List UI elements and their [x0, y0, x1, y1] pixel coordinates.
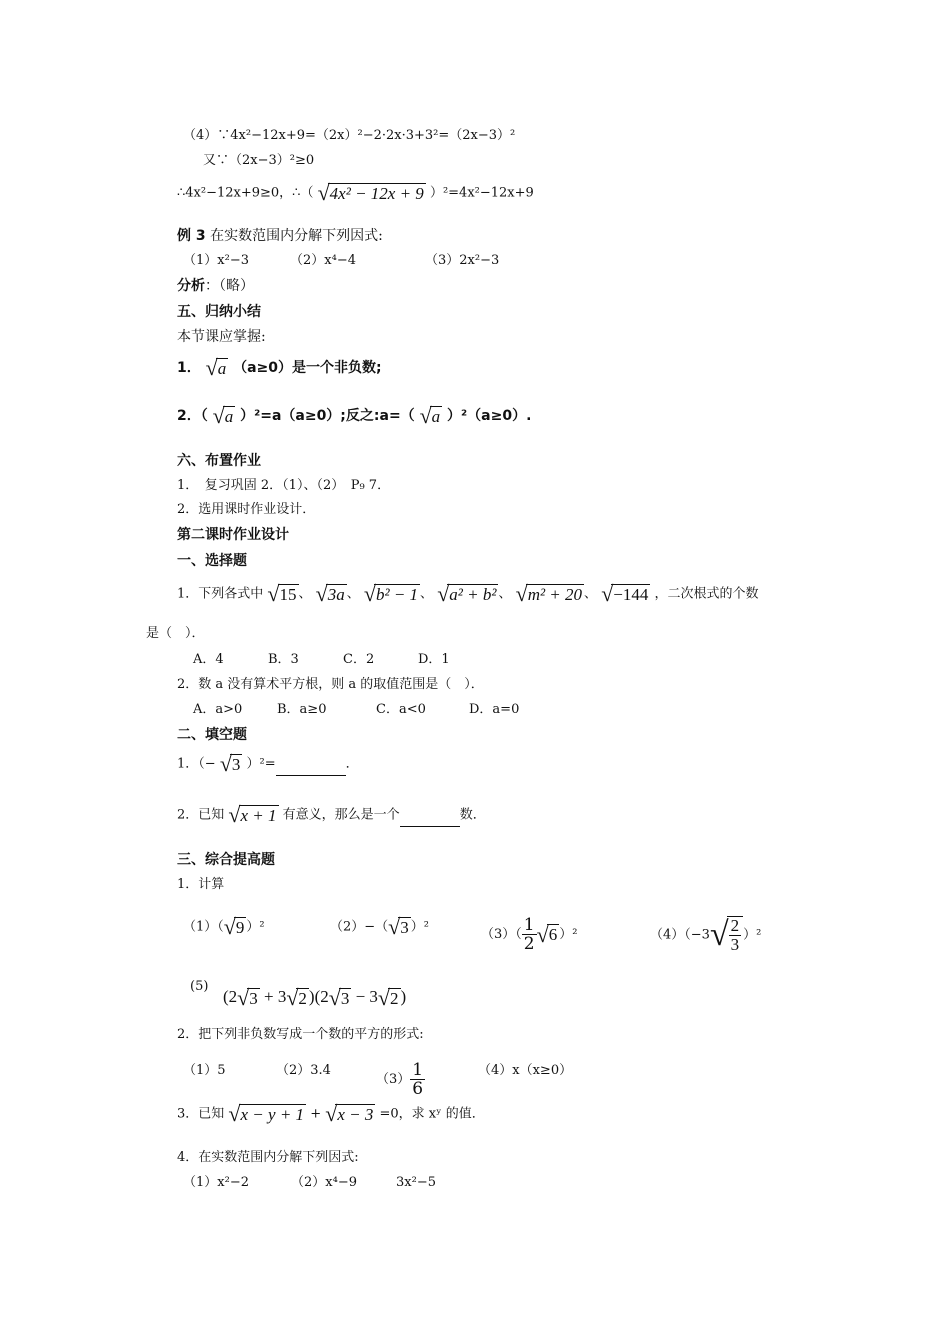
sqrt-radicand: 9 [235, 917, 245, 937]
q2-option-a: A．a>0 [193, 702, 243, 717]
sqrt-radicand: 3 [231, 754, 241, 774]
sqrt-a: √a [419, 403, 441, 429]
factor-item-3: 3x²−5 [396, 1175, 436, 1190]
sqrt-15: √15 [267, 581, 297, 607]
question-suffix: =0，求 xʸ 的值． [379, 1106, 485, 1122]
factor-item-2: （2）x⁴−9 [291, 1175, 357, 1190]
sqrt-radicand: 3 [400, 917, 409, 937]
sqrt-radicand: 4x² − 12x + 9 [329, 183, 424, 203]
section-fill-heading: 二、填空题 [177, 727, 247, 743]
point-text: （a≥0）是一个非负数; [233, 360, 382, 377]
sqrt-x-plus-1: √x + 1 [228, 802, 277, 828]
separator: 、 [584, 586, 598, 602]
factor-question-4: 4．在实数范围内分解下列因式: [177, 1150, 359, 1165]
question-1-continuation: 是（ ）． [146, 626, 205, 641]
sqrt-radicand: 3 [340, 988, 350, 1008]
fill-question-1 [177, 753, 359, 776]
summary-intro: 本节课应掌握: [177, 329, 266, 345]
item-suffix: ）² [559, 927, 578, 942]
sqrt-radicand: m² + 20 [527, 584, 583, 604]
item-suffix: ）² [246, 919, 265, 935]
separator: 、 [498, 586, 512, 602]
example-3-item-1: （1）x²−3 [183, 253, 249, 268]
expr-part: + 3 [259, 987, 287, 1006]
point-number: 1． [177, 360, 201, 377]
separator: 、 [298, 586, 312, 602]
fill-2-end: 数． [459, 807, 486, 823]
expr-part: − 3 [351, 987, 378, 1006]
example-label: 例 3 [177, 228, 206, 244]
given-question-3 [177, 1103, 485, 1125]
proof-line-3-prefix: ∴4x²−12x+9≥0，∴（ [177, 185, 314, 201]
answer-blank[interactable] [276, 755, 346, 776]
sqrt-minus-144: √−144 [601, 581, 649, 607]
sqrt-two-thirds: √ $\frac{2}{3}$ [710, 916, 743, 954]
question-1-prefix: 1．下列各式中 [177, 586, 264, 602]
item-prefix: （4）（−3 [650, 927, 710, 943]
sqrt-radicand: b² − 1 [375, 584, 419, 604]
item-prefix: （3） [376, 1072, 411, 1087]
item-suffix: ）² [410, 919, 429, 935]
factor-item-1: （1）x²−2 [183, 1175, 249, 1190]
summary-point-1 [177, 357, 382, 379]
sqrt-9: √9 [223, 914, 245, 940]
fraction-two-thirds [729, 917, 742, 954]
question-prefix: 3．已知 [177, 1106, 225, 1122]
sqrt-3: √3 [328, 985, 350, 1011]
q1-option-a: A．4 [193, 652, 224, 667]
sqrt-radicand: a [217, 358, 227, 378]
plus-sign: + [310, 1106, 322, 1122]
example-3-item-2: （2）x⁴−4 [290, 253, 356, 268]
compute-item-5-expression [223, 987, 406, 1009]
analysis-label: 分析 [177, 278, 205, 294]
q2-option-d: D．a=0 [469, 702, 520, 717]
question-2: 2．数 a 没有算术平方根，则 a 的取值范围是（ ）． [177, 677, 484, 692]
fill-1-prefix: 1．（− [177, 756, 216, 772]
item-prefix: （3）（ [481, 927, 522, 942]
point-number: 2．（ [177, 408, 208, 425]
square-item-3 [376, 1061, 425, 1098]
compute-item-5-label: (5) [190, 979, 209, 994]
fill-question-2 [177, 804, 486, 827]
q1-option-c: C．2 [343, 652, 375, 667]
sqrt-b2-minus-1: √b² − 1 [363, 581, 419, 607]
proof-line-2: 又∵（2x−3）²≥0 [203, 153, 315, 168]
section-choice-heading: 一、选择题 [177, 553, 247, 569]
analysis-line [177, 276, 254, 296]
point-text-end: ）²（a≥0）. [447, 408, 532, 425]
sqrt-2: √2 [377, 985, 399, 1011]
sqrt-6: √6 [536, 921, 558, 947]
sqrt-2: √2 [286, 985, 307, 1011]
compute-question: 1．计算 [177, 877, 225, 892]
design-heading: 第二课时作业设计 [177, 527, 289, 543]
sqrt-x-minus-y-plus-1: √x − y + 1 [228, 1101, 305, 1127]
fill-2-prefix: 2．已知 [177, 807, 225, 823]
sqrt-m2-plus-20: √m² + 20 [515, 581, 583, 607]
compute-item-3 [481, 916, 577, 953]
section-comprehensive-heading: 三、综合提高题 [177, 852, 275, 868]
proof-line-3-suffix: ）²=4x²−12x+9 [429, 185, 534, 201]
numerator: 2 [730, 916, 740, 935]
fraction-one-half [522, 916, 537, 953]
sqrt-expression: √4x² − 12x + 9 [317, 180, 424, 206]
compute-item-2 [330, 916, 429, 938]
item-suffix: ）² [743, 927, 762, 943]
square-item-4: （4）x（x≥0） [478, 1063, 573, 1078]
example-3-item-3: （3）2x²−3 [425, 253, 500, 268]
summary-point-2 [177, 405, 531, 427]
separator: 、 [346, 586, 360, 602]
proof-line-1: （4）∵4x²−12x+9=（2x）²−2·2x·3+3²=（2x−3）² [183, 128, 516, 143]
summary-heading: 五、归纳小结 [177, 304, 261, 320]
expr-part: )(2 [308, 987, 329, 1006]
sqrt-radicand: 3 [249, 988, 258, 1008]
numerator: 1 [523, 915, 535, 935]
denominator: 3 [730, 935, 740, 954]
denominator: 6 [412, 1079, 424, 1099]
sqrt-radicand: −144 [613, 584, 649, 604]
sqrt-radicand: a [431, 406, 441, 426]
sqrt-3: √3 [237, 985, 258, 1011]
expr-part: (2 [223, 987, 238, 1006]
item-prefix: （2）−（ [330, 919, 389, 935]
sqrt-a: √a [205, 355, 227, 381]
fill-1-end: ． [345, 756, 359, 772]
q1-option-b: B．3 [268, 652, 299, 667]
sqrt-radicand: x − y + 1 [240, 1104, 305, 1124]
q1-option-d: D．1 [418, 652, 450, 667]
analysis-text: ：（略） [205, 278, 254, 294]
example-text: 在实数范围内分解下列因式: [205, 228, 383, 244]
item-prefix: （1）（ [183, 919, 224, 935]
fraction-one-sixth [410, 1061, 425, 1098]
sqrt-radicand: x − 3 [337, 1104, 374, 1124]
sqrt-radicand: 2 [298, 988, 307, 1008]
q2-option-c: C．a<0 [376, 702, 426, 717]
sqrt-3: √3 [388, 914, 409, 940]
point-text: ）²=a（a≥0）;反之:a=（ [240, 408, 415, 425]
sqrt-radicand: 15 [279, 584, 297, 604]
square-item-2: （2）3.4 [276, 1063, 331, 1078]
square-form-question: 2．把下列非负数写成一个数的平方的形式: [177, 1027, 424, 1042]
example-3-title [177, 226, 383, 246]
numerator: 1 [412, 1060, 424, 1080]
sqrt-radicand: x + 1 [240, 805, 277, 825]
fill-2-middle: 有意义，那么是一个 [282, 807, 400, 823]
homework-item-2: 2．选用课时作业设计． [177, 502, 316, 517]
answer-blank[interactable] [400, 806, 460, 827]
sqrt-radicand: a² + b² [449, 584, 497, 604]
separator: 、 [420, 586, 434, 602]
question-1-suffix: ，二次根式的个数 [654, 586, 759, 602]
sqrt-radicand: 6 [548, 925, 558, 945]
sqrt-3a: √3a [315, 581, 345, 607]
question-1 [177, 583, 759, 605]
sqrt-a2-plus-b2: √a² + b² [437, 581, 497, 607]
sqrt-3: √3 [219, 751, 241, 777]
sqrt-radicand: a [224, 406, 234, 426]
homework-heading: 六、布置作业 [177, 453, 261, 469]
sqrt-radicand: 2 [390, 988, 399, 1008]
square-item-1: （1）5 [183, 1063, 226, 1078]
sqrt-x-minus-3: √x − 3 [325, 1101, 374, 1127]
compute-item-4 [650, 916, 761, 954]
sqrt-a: √a [212, 403, 234, 429]
homework-item-1: 1． 复习巩固 2．（1）、（2） P₉ 7． [177, 478, 391, 493]
denominator: 2 [523, 934, 535, 954]
sqrt-radicand: 3a [327, 584, 345, 604]
fill-1-suffix: ）²= [246, 756, 276, 772]
compute-item-1 [183, 916, 265, 938]
q2-option-b: B．a≥0 [277, 702, 327, 717]
expr-part: ) [400, 987, 407, 1006]
proof-line-3 [177, 182, 534, 204]
